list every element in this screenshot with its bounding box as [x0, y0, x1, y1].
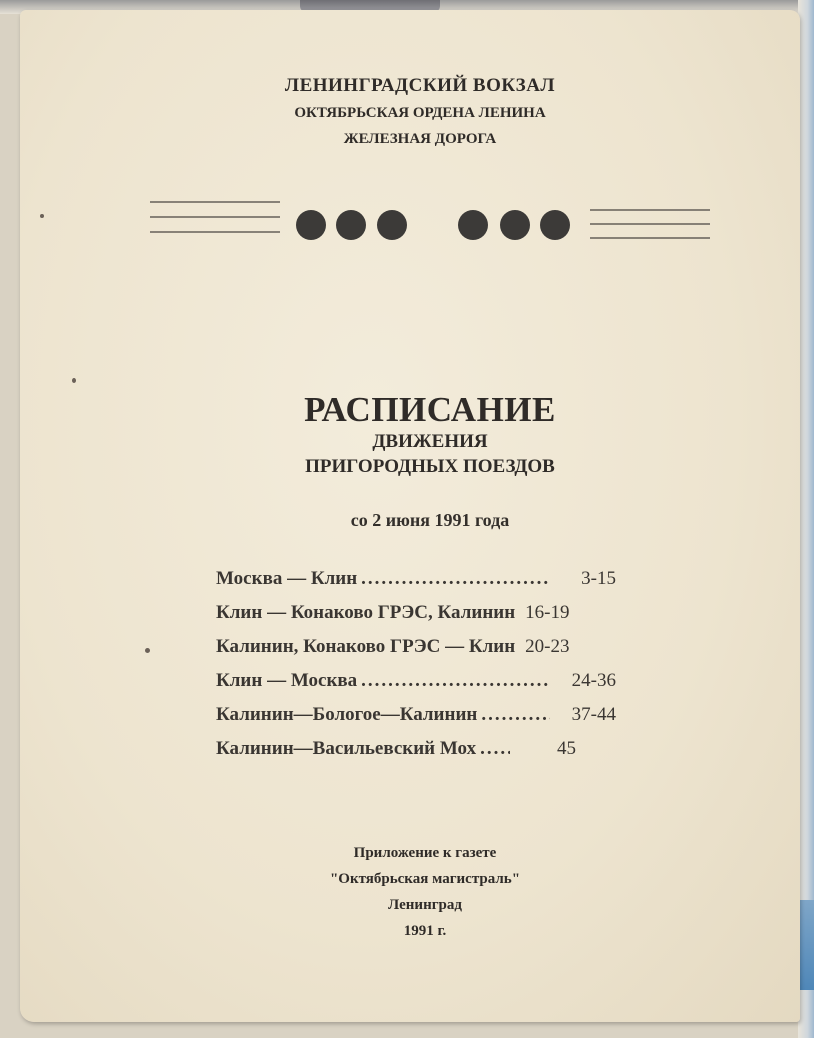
footer-block [260, 840, 590, 944]
toc-row [216, 670, 616, 704]
dot [500, 210, 530, 240]
ornament-divider [130, 192, 710, 252]
footer-newspaper: "Октябрьская магистраль" [329, 871, 521, 887]
toc-row [216, 602, 616, 636]
paper-speck [40, 214, 44, 218]
toc-pages: 45 [557, 738, 576, 759]
toc-leader [481, 704, 550, 726]
toc-leader [361, 568, 550, 590]
ornament-dots [296, 210, 570, 240]
dot [377, 210, 407, 240]
toc-route: Москва — Клин [216, 568, 358, 589]
dot [336, 210, 366, 240]
footer-supplement: Приложение к газете [353, 845, 497, 861]
title-block [220, 390, 640, 480]
toc-pages: 3-15 [581, 568, 616, 589]
toc-route: Клин — Конаково ГРЭС, Калинин [216, 602, 516, 623]
header-block [200, 72, 640, 152]
document-title: РАСПИСАНИЕ [304, 390, 556, 429]
header-railway: ЖЕЛЕЗНАЯ ДОРОГА [343, 131, 497, 147]
toc-route: Калинин—Васильевский Мох [216, 738, 477, 759]
paper-speck [72, 378, 76, 383]
toc-route: Клин — Москва [216, 670, 358, 691]
table-of-contents [216, 568, 616, 772]
toc-route: Калинин—Бологое—Калинин [216, 704, 478, 725]
dot [296, 210, 326, 240]
toc-row [216, 568, 616, 602]
toc-leader [480, 738, 510, 760]
footer-city: Ленинград [388, 897, 462, 913]
toc-pages: 37-44 [571, 704, 616, 725]
toc-pages: 24-36 [571, 670, 616, 691]
toc-row [216, 636, 616, 670]
paper-speck [145, 648, 150, 653]
footer-year: 1991 г. [403, 923, 447, 939]
toc-row [216, 704, 616, 738]
header-station: ЛЕНИНГРАДСКИЙ ВОКЗАЛ [284, 75, 556, 96]
right-rules [590, 210, 710, 238]
toc-route: Калинин, Конаково ГРЭС — Клин [216, 636, 516, 657]
blue-tab [798, 900, 814, 990]
dot [458, 210, 488, 240]
effective-date: со 2 июня 1991 года [350, 510, 510, 530]
back-page-edge [798, 0, 814, 1038]
toc-pages: 20-23 [525, 636, 570, 657]
title-subline-1: ДВИЖЕНИЯ [372, 431, 488, 452]
toc-leader [361, 670, 550, 692]
title-subline-2: ПРИГОРОДНЫХ ПОЕЗДОВ [305, 456, 555, 477]
left-rules [150, 202, 280, 232]
toc-pages: 16-19 [525, 602, 570, 623]
toc-row [216, 738, 576, 772]
header-railway-order: ОКТЯБРЬСКАЯ ОРДЕНА ЛЕНИНА [294, 105, 546, 121]
dot [540, 210, 570, 240]
